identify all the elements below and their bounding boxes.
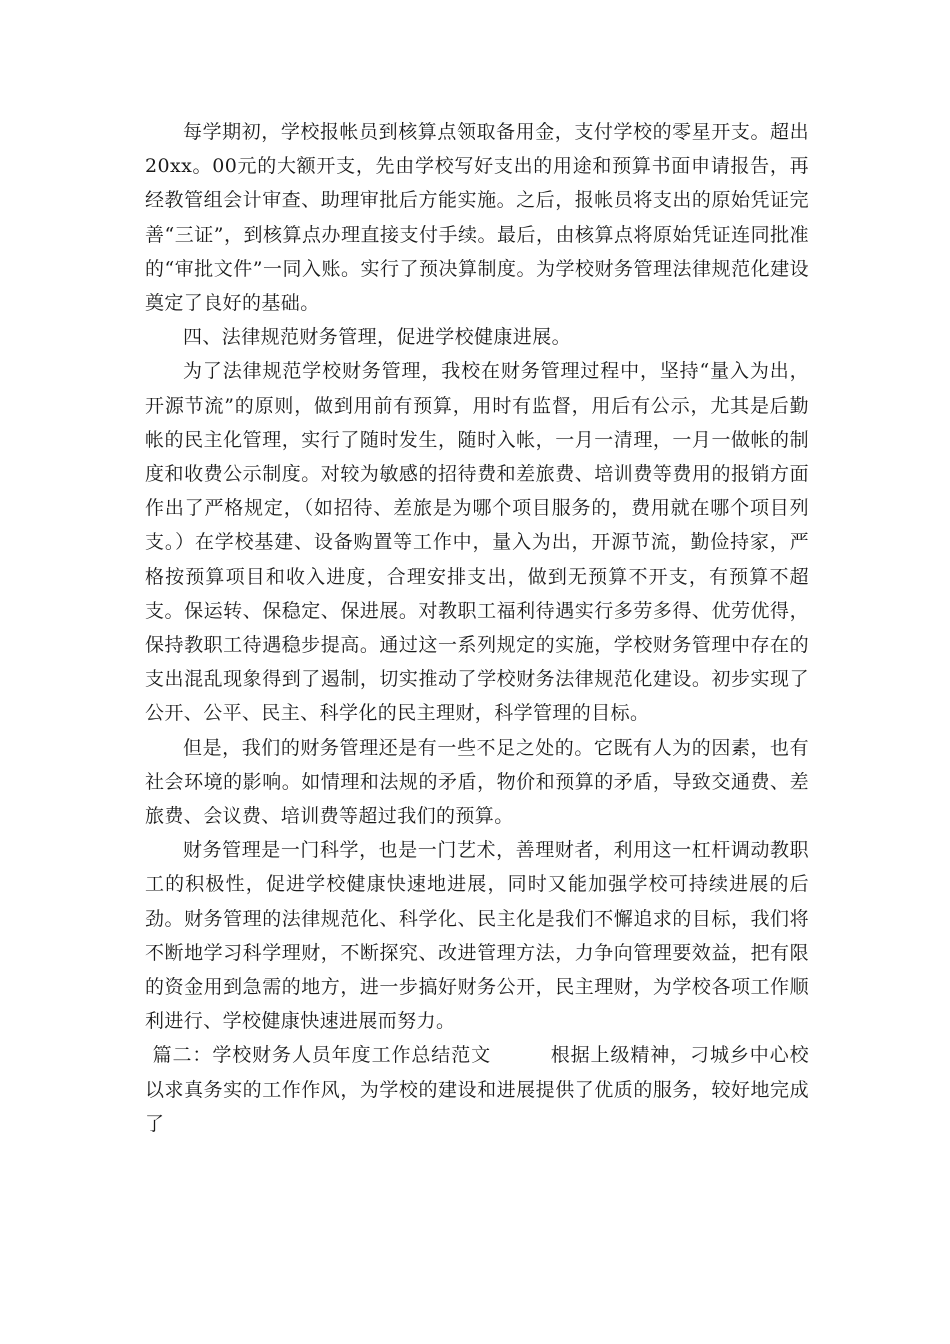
paragraph-article-two-start: 篇二：学校财务人员年度工作总结范文 根据上级精神，刁城乡中心校以求真务实的工作作风，为学校的建设和进展提供了优质的服务，较好地完成了 (145, 1044, 809, 1135)
paragraph-budget-procedure: 每学期初，学校报帐员到核算点领取备用金，支付学校的零星开支。超出20xx。00元的大额开支，先由学校写好支出的用途和预算书面申请报告，再经教管组会计审查、助理审批后方能实施。之后，报帐员将支出的原始凭证完善“三证”，到核算点办理直接支付手续。最后，由核算点将原始凭证连同批准的“审批文件”一同入账。实行了预决算制度。为学校财务管理法律规范化建设奠定了良好的基础。 (145, 121, 809, 315)
paragraph-conclusion: 财务管理是一门科学，也是一门艺术，善理财者，利用这一杠杆调动教职工的积极性，促进学校健康快速地进展，同时又能加强学校可持续进展的后劲。财务管理的法律规范化、科学化、民主化是我们不懈追求的目标，我们将不断地学习科学理财，不断探究、改进管理方法，力争向管理要效益，把有限的资金用到急需的地方，进一步搞好财务公开，民主理财，为学校各项工作顺利进行、学校健康快速进展而努力。 (145, 839, 809, 1033)
document-page (145, 115, 809, 1141)
section-heading-four: 四、法律规范财务管理，促进学校健康进展。 (183, 326, 572, 349)
paragraph-standardize-management: 为了法律规范学校财务管理，我校在财务管理过程中，坚持“量入为出，开源节流”的原则，做到用前有预算，用时有监督，用后有公示，尤其是后勤帐的民主化管理，实行了随时发生，随时入帐，一月一清理，一月一做帐的制度和收费公示制度。对较为敏感的招待费和差旅费、培训费等费用的报销方面作出了严格规定，（如招待、差旅是为哪个项目服务的，费用就在哪个项目列支。）在学校基建、设备购置等工作中，量入为出，开源节流，勤俭持家，严格按预算项目和收入进度，合理安排支出，做到无预算不开支，有预算不超支。保运转、保稳定、保进展。对教职工福利待遇实行多劳多得、优劳优得，保持教职工待遇稳步提高。通过这一系列规定的实施，学校财务管理中存在的支出混乱现象得到了遏制，切实推动了学校财务法律规范化建设。初步实现了公开、公平、民主、科学化的民主理财，科学管理的目标。 (145, 360, 809, 725)
paragraph-shortcomings: 但是，我们的财务管理还是有一些不足之处的。它既有人为的因素，也有社会环境的影响。如情理和法规的矛盾，物价和预算的矛盾，导致交通费、差旅费、会议费、培训费等超过我们的预算。 (145, 736, 809, 828)
